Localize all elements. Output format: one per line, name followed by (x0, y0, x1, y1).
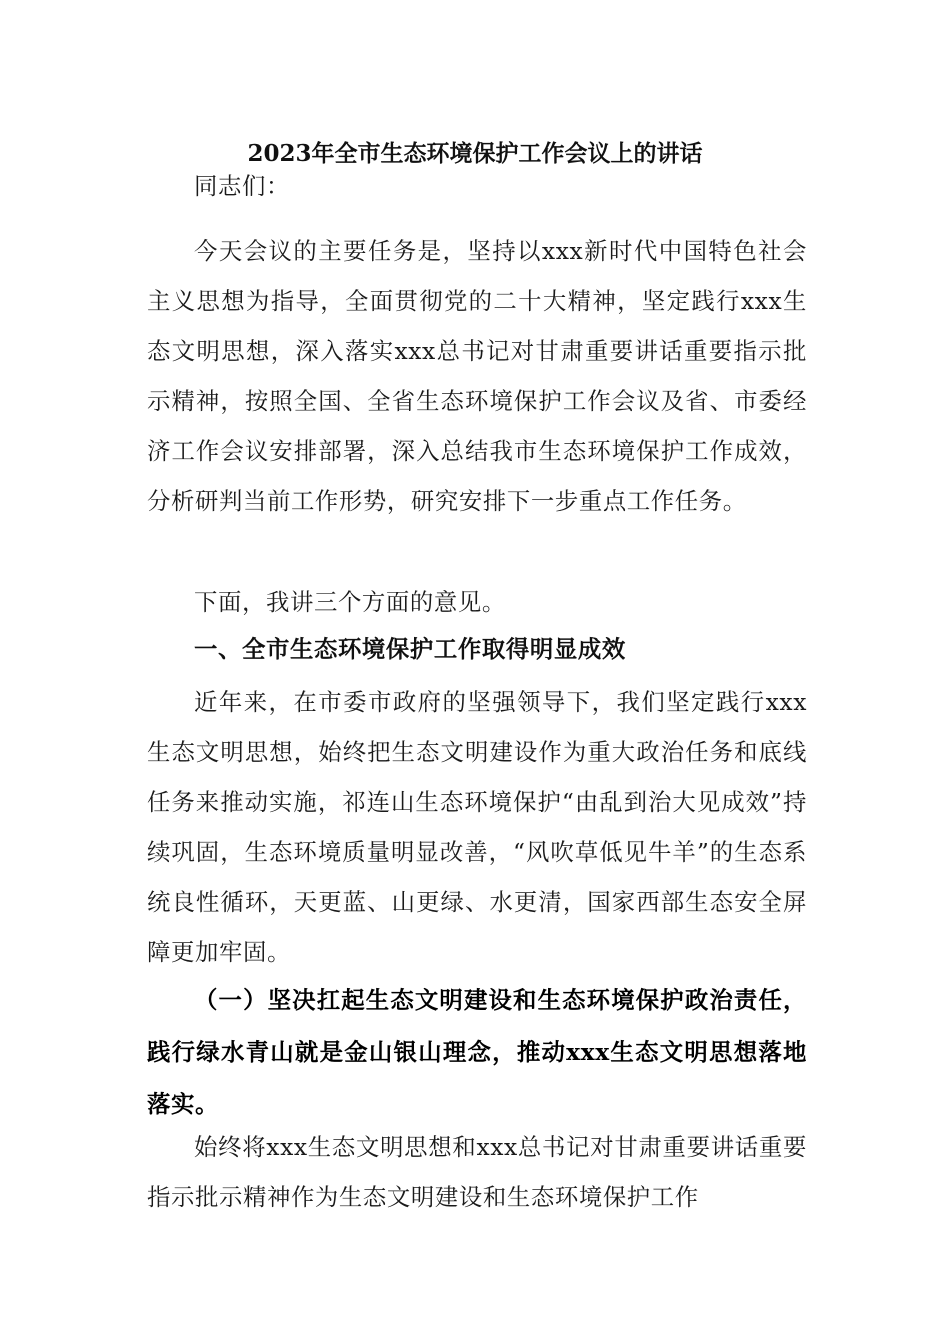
outline-paragraph: 下面，我讲三个方面的意见。 (194, 588, 506, 616)
salutation: 同志们： (194, 172, 290, 200)
intro-paragraph: 今天会议的主要任务是，坚持以xxx新时代中国特色社会主义思想为指导，全面贯彻党的二十大精神，坚定践行xxx生态文明思想，深入落实xxx总书记对甘肃重要讲话重要指示批示精神，按照全国、全省生态环境保护工作会议及省、市委经济工作会议安排部署，深入总结我市生态环境保护工作成效，分析研判当前工作形势，研究安排下一步重点工作任务。 (147, 237, 807, 515)
subsection-1-body: 始终将xxx生态文明思想和xxx总书记对甘肃重要讲话重要指示批示精神作为生态文明建设和生态环境保护工作 (147, 1133, 807, 1211)
section-1-heading: 一、全市生态环境保护工作取得明显成效 (194, 635, 626, 663)
document-title: 2023年全市生态环境保护工作会议上的讲话 (247, 140, 703, 167)
section-1-body: 近年来，在市委市政府的坚强领导下，我们坚定践行xxx生态文明思想，始终把生态文明建设作为重大政治任务和底线任务来推动实施，祁连山生态环境保护“由乱到治大见成效”持续巩固，生态环境质量明显改善，“风吹草低见牛羊”的生态系统良性循环，天更蓝、山更绿、水更清，国家西部生态安全屏障更加牢固。 (147, 688, 807, 966)
subsection-1-heading: （一）坚决扛起生态文明建设和生态环境保护政治责任，践行绿水青山就是金山银山理念，推动xxx生态文明思想落地落实。 (147, 986, 807, 1118)
